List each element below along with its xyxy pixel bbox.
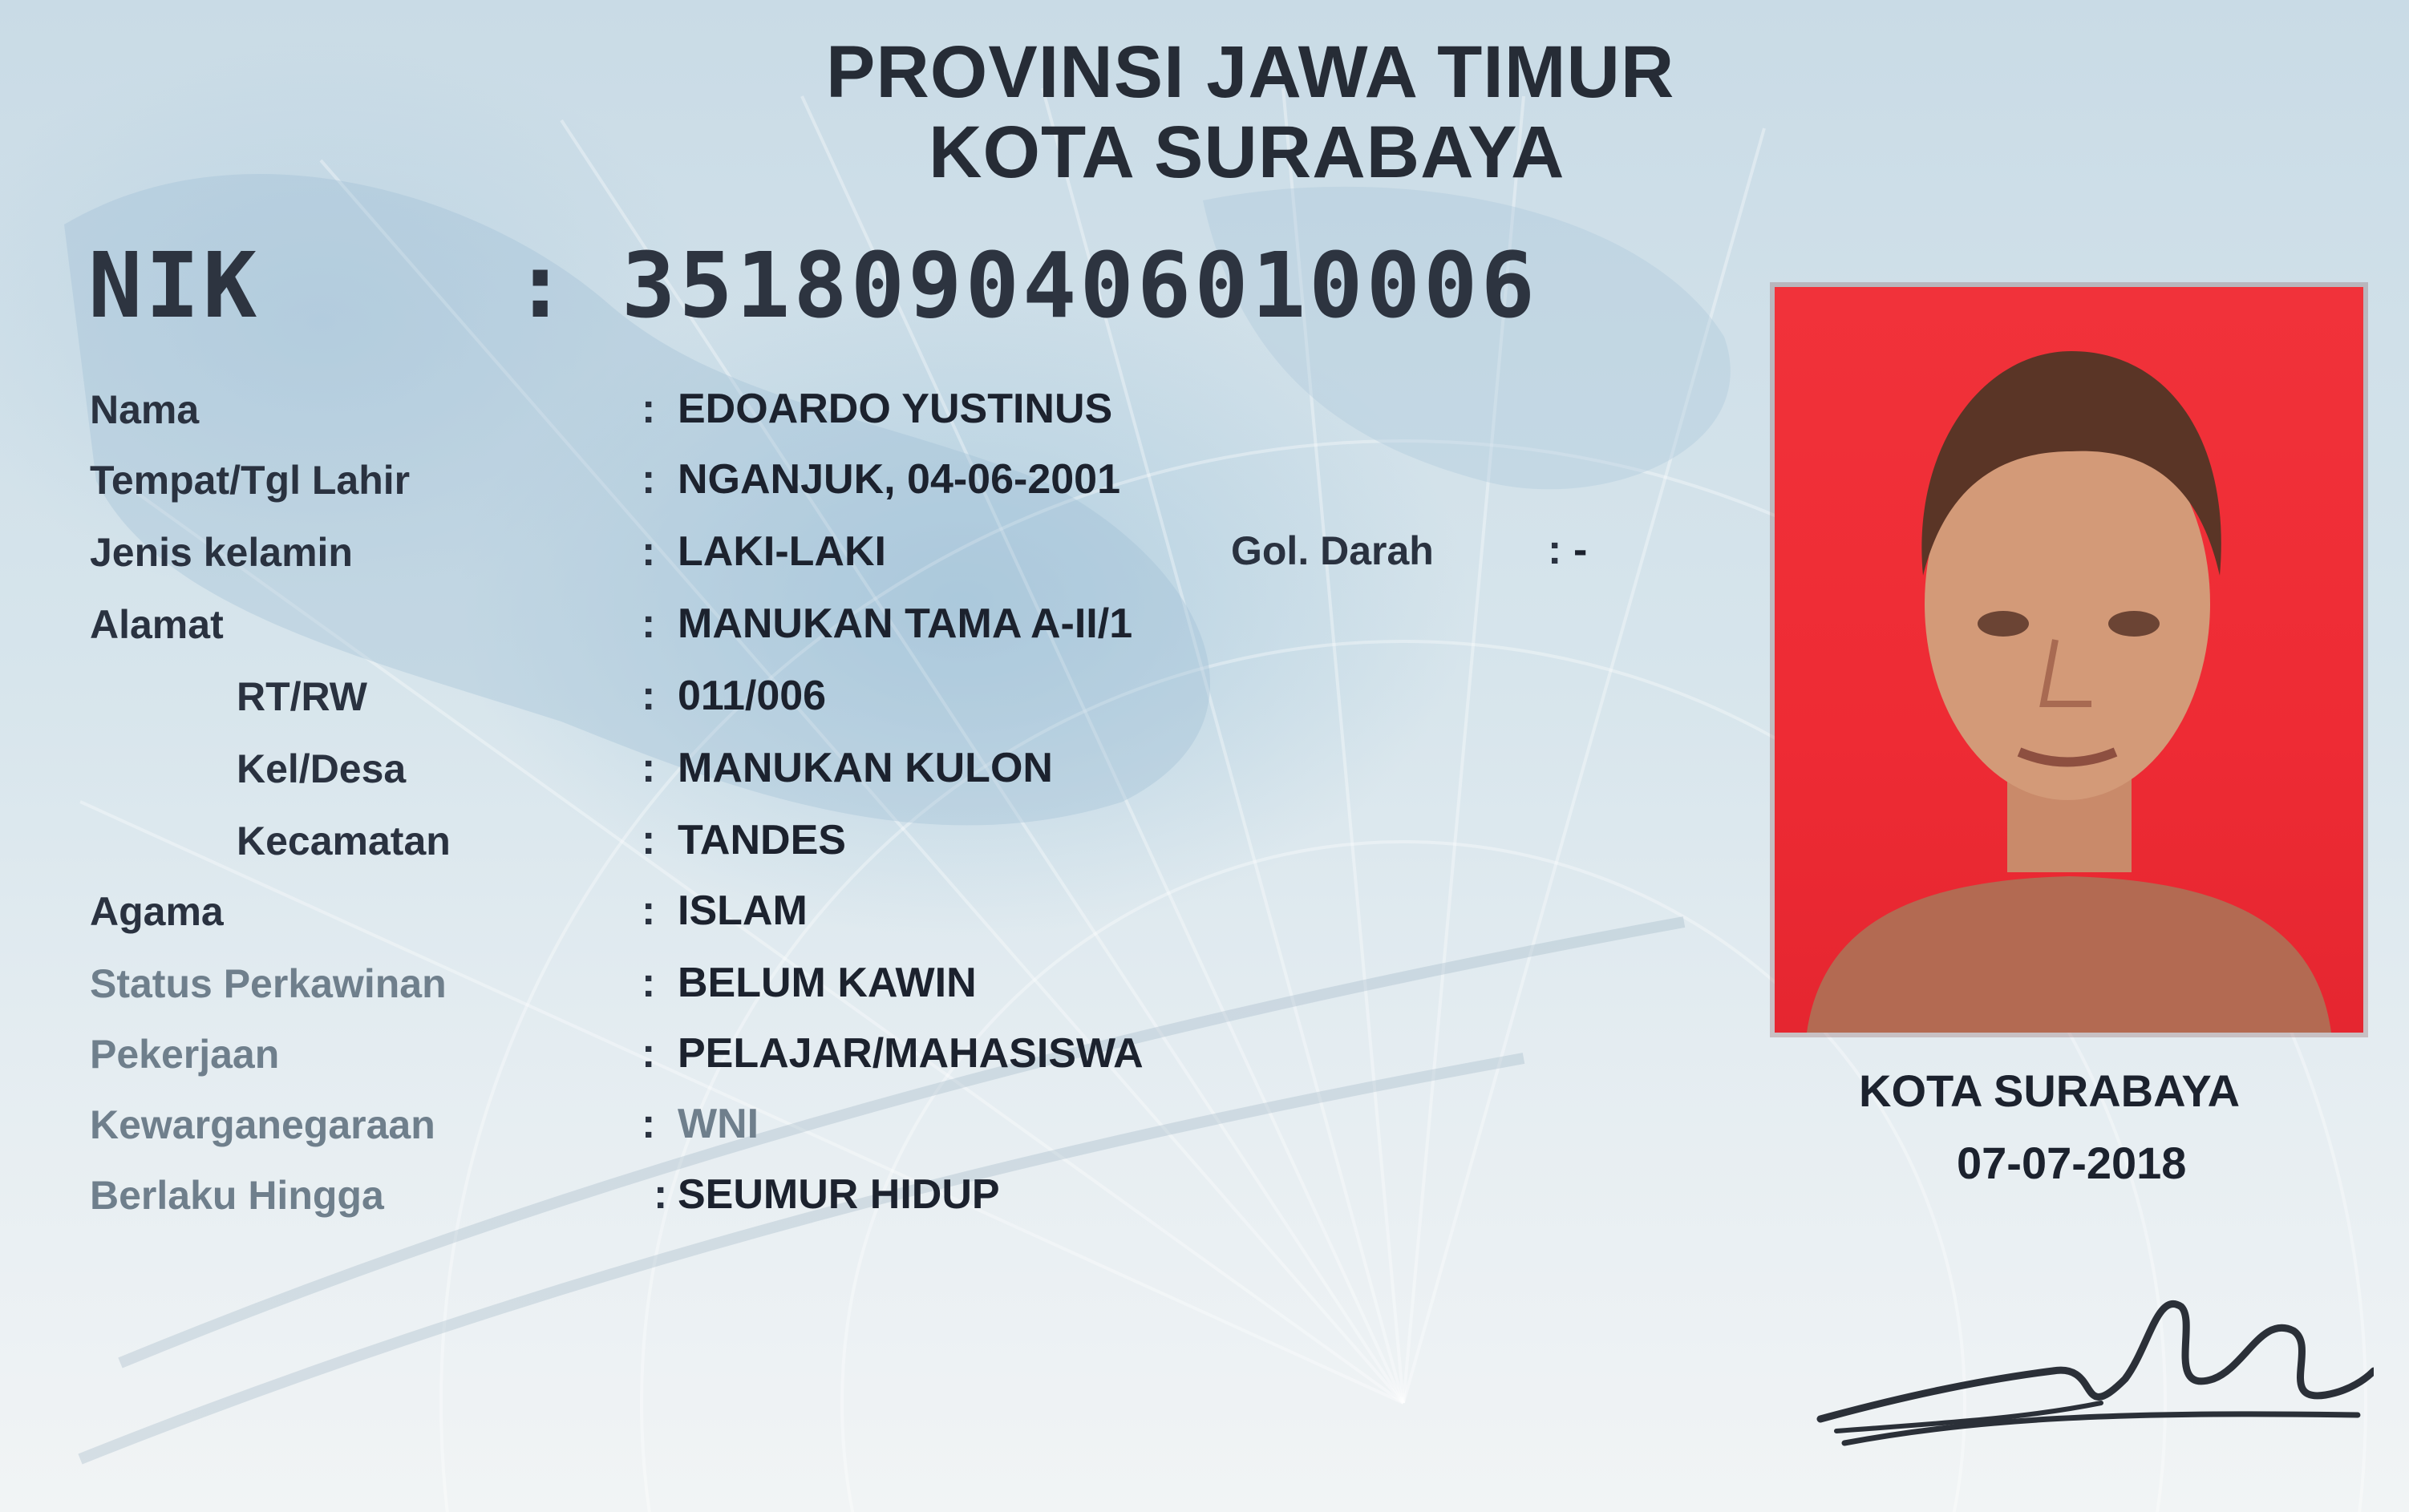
value-agama: ISLAM [678,887,808,934]
nik-value: 3518090406010006 [621,234,1538,338]
nik-label: NIK [88,234,261,338]
holder-photo [1775,287,2363,1033]
label-nama: Nama [90,387,200,432]
label-gol-darah: Gol. Darah [1231,528,1434,573]
issue-date: 07-07-2018 [1957,1138,2187,1188]
label-kewarganegaraan: Kewarganegaraan [90,1102,435,1147]
colon-berlaku-hingga: : [654,1171,668,1218]
person-portrait-icon [1775,287,2363,1033]
label-kel-desa: Kel/Desa [237,746,407,791]
value-berlaku-hingga: SEUMUR HIDUP [678,1171,1000,1218]
label-agama: Agama [90,889,224,934]
label-berlaku-hingga: Berlaku Hingga [90,1173,384,1218]
colon-nama: : [642,386,656,432]
value-jenis-kelamin: LAKI-LAKI [678,528,886,575]
nik-separator: : [513,234,571,338]
label-pekerjaan: Pekerjaan [90,1032,280,1077]
value-kecamatan: TANDES [678,817,846,863]
value-gol-darah: - [1573,527,1588,573]
colon-rt-rw: : [642,673,656,719]
colon-tempat-tgl-lahir: : [642,456,656,503]
label-alamat: Alamat [90,602,224,647]
colon-alamat: : [642,600,656,647]
value-alamat: MANUKAN TAMA A-II/1 [678,600,1133,647]
value-rt-rw: 011/006 [678,673,827,719]
colon-pekerjaan: : [642,1030,656,1077]
value-tempat-tgl-lahir: NGANJUK, 04-06-2001 [678,456,1121,503]
colon-agama: : [642,887,656,934]
city-title: KOTA SURABAYA [929,111,1565,193]
signature-icon [1812,1259,2374,1467]
value-pekerjaan: PELAJAR/MAHASISWA [678,1030,1144,1077]
value-status-perkawinan: BELUM KAWIN [678,960,977,1006]
colon-gol-darah: : [1548,527,1562,573]
colon-kel-desa: : [642,745,656,791]
value-kewarganegaraan: WNI [678,1101,759,1147]
value-kel-desa: MANUKAN KULON [678,745,1053,791]
label-tempat-tgl-lahir: Tempat/Tgl Lahir [90,458,411,503]
label-rt-rw: RT/RW [237,674,367,719]
colon-kewarganegaraan: : [642,1101,656,1147]
label-status-perkawinan: Status Perkawinan [90,961,447,1006]
colon-jenis-kelamin: : [642,528,656,575]
issue-place: KOTA SURABAYA [1859,1065,2241,1116]
province-title: PROVINSI JAWA TIMUR [826,31,1675,113]
colon-kecamatan: : [642,817,656,863]
colon-status-perkawinan: : [642,960,656,1006]
label-jenis-kelamin: Jenis kelamin [90,530,353,575]
label-kecamatan: Kecamatan [237,819,451,863]
value-nama: EDOARDO YUSTINUS [678,386,1113,432]
